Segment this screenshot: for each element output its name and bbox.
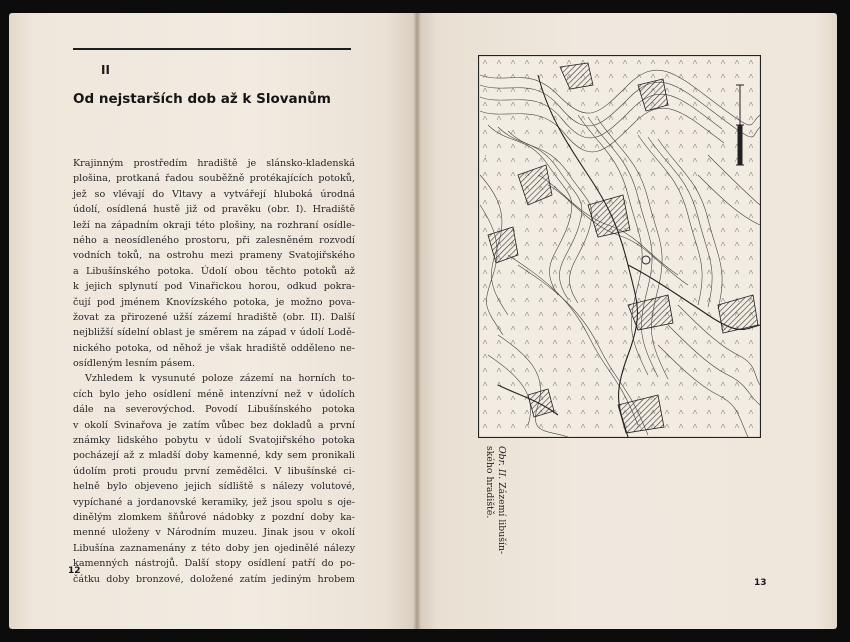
text-line: Krajinným prostředím hradiště je slánsko-kladenská bbox=[73, 158, 355, 169]
text-line: cích bylo jeho osídlení méně intenzívní než v údolích bbox=[73, 388, 355, 400]
text-line: čují pod jménem Knovízského potoka, je možno pova- bbox=[73, 296, 355, 308]
text-line: žovat za přirozené užší zázemí hradiště (obr. II). Další bbox=[73, 311, 355, 323]
text-line: jež so vlévají do Vltavy a vytvářejí hluboká úrodná bbox=[73, 188, 355, 200]
text-line: vodních toků, na ostrohu mezi prameny Svatojiřského bbox=[73, 250, 355, 262]
text-line: helně bylo objeveno jejich sídliště s nálezy volutové, bbox=[73, 481, 355, 493]
figure-caption bbox=[483, 446, 573, 576]
svg-text:...: ... bbox=[482, 154, 488, 159]
text-line: a Libušínského potoka. Údolí obou těchto potoků až bbox=[73, 265, 355, 277]
caption-text-line-1: Zázemí libušín- bbox=[496, 482, 507, 555]
caption-label: Obr. II. bbox=[496, 446, 507, 480]
text-line: nického potoka, od něhož je však hradiště odděleno ne- bbox=[73, 342, 355, 354]
text-line: plošina, protkaná řadou souběžně protékajících potoků, bbox=[73, 173, 355, 185]
text-line: dále na severovýchod. Povodí Libušínského potoka bbox=[73, 404, 355, 416]
text-line: Libušína zaznamenány z této doby jen ojedinělé nálezy bbox=[73, 542, 355, 554]
text-line: osídleným lesním pásem. bbox=[73, 358, 196, 370]
chapter-title: Od nejstarších dob až k Slovanům bbox=[73, 91, 331, 107]
text-line: nejbližší sídelní oblast je směrem na západ v údolí Lodě- bbox=[73, 327, 355, 339]
text-line: kamenných nástrojů. Další stopy osídlení patří do po- bbox=[73, 558, 355, 570]
page-number-right: 13 bbox=[754, 578, 767, 588]
page-number-left: 12 bbox=[68, 566, 81, 576]
chapter-number: II bbox=[101, 63, 110, 77]
text-line: údolí, osídlená hustě již od pravěku (obr. I). Hradiště bbox=[73, 204, 355, 216]
text-line: leží na západním okraji této plošiny, na rozhraní osídle- bbox=[73, 219, 355, 231]
text-line: pocházejí až z mladší doby kamenné, kdy sem pronikali bbox=[73, 450, 355, 462]
text-line: Vzhledem k vysunuté poloze zázemí na horních to- bbox=[85, 373, 355, 385]
text-line: menné uloženy v Národním muzeu. Jinak jsou v okolí bbox=[73, 527, 355, 539]
caption-line-1 bbox=[495, 446, 507, 554]
caption-text-line-2: ského hradiště. bbox=[484, 446, 495, 519]
text-line: čátku doby bronzové, doložené zatím jediným hrobem bbox=[73, 573, 355, 585]
chapter-rule bbox=[73, 48, 351, 50]
book-gutter bbox=[413, 13, 421, 629]
text-line: dinělým zlomkem šňůrové nádobky z pozdní doby ka- bbox=[73, 511, 355, 523]
text-line: známky lidského pobytu v údolí Svatojiřského potoka bbox=[73, 435, 355, 447]
text-line: ného a neosídleného prostoru, při zalesněném rozvodí bbox=[73, 234, 355, 246]
text-line: k jejich splynutí pod Vinařickou horou, odkud pokra- bbox=[73, 281, 355, 293]
topographic-map bbox=[478, 55, 761, 438]
text-line: vypíchané a jordanovské keramiky, jež jsou spolu s oje- bbox=[73, 496, 355, 508]
text-line: údolím proti proudu první zemědělci. V libušínské ci- bbox=[73, 465, 355, 477]
text-line: v okolí Svinařova je zatím vůbec bez dokladů a první bbox=[73, 419, 355, 431]
body-text bbox=[73, 156, 355, 587]
